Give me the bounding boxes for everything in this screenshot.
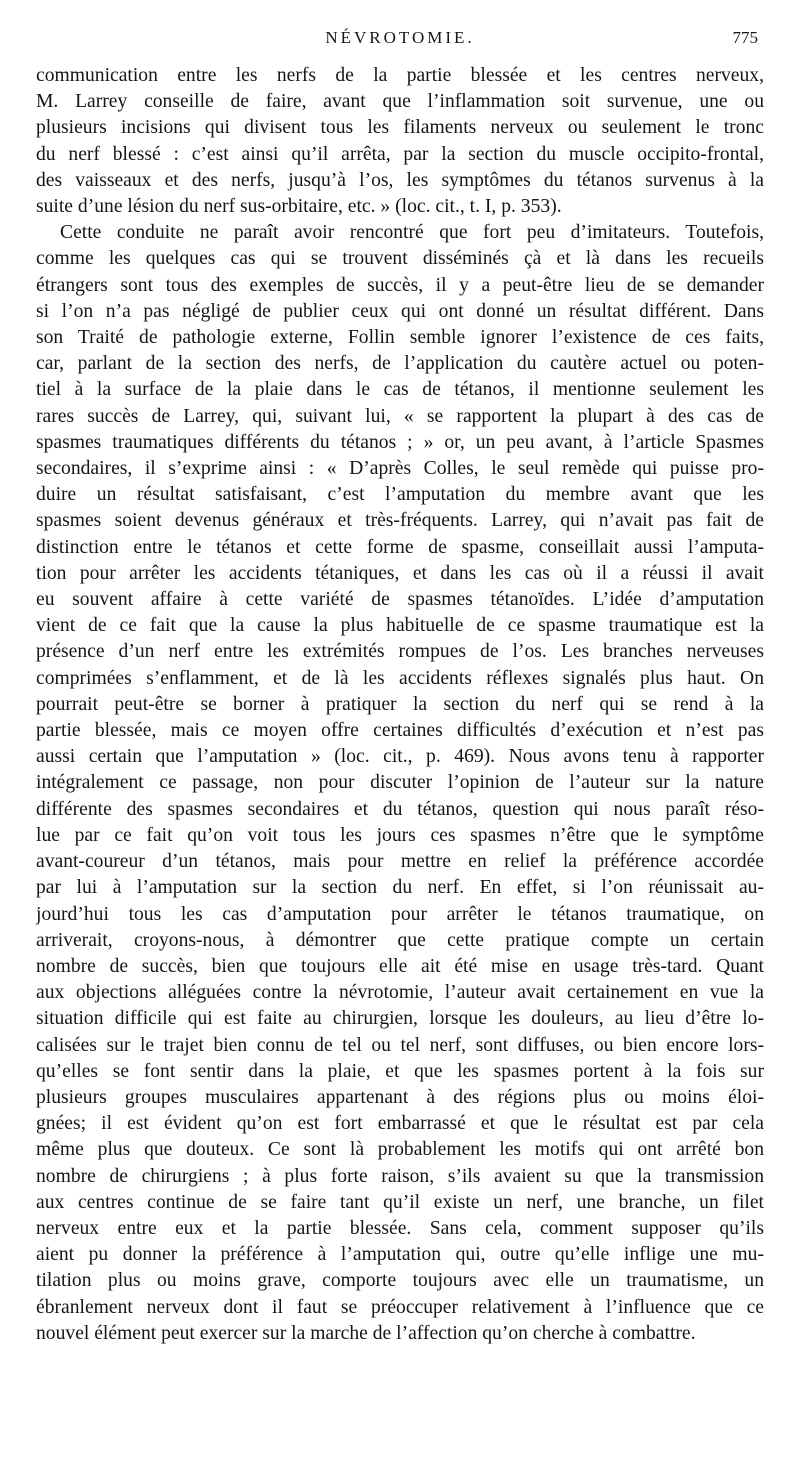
- text-line: eu souvent affaire à cette variété de spasmes tétanoïdes. L’idée d’amputation: [36, 589, 764, 611]
- text-line: présence d’un nerf entre les extrémités rompues de l’os. Les branches nerveuses: [36, 641, 764, 663]
- text-line: partie blessée, mais ce moyen offre certaines difficultés d’exécution et n’est pas: [36, 720, 764, 742]
- text-line: du nerf blessé : c’est ainsi qu’il arrêta, par la section du muscle occipito-frontal,: [36, 143, 764, 165]
- body-text: [36, 63, 764, 1347]
- text-line: nombre de succès, bien que toujours elle ait été mise en usage très-tard. Quant: [36, 955, 764, 977]
- text-line: nouvel élément peut exercer sur la marche de l’affection qu’on cherche à combattre.: [36, 1322, 696, 1344]
- text-line: rares succès de Larrey, qui, suivant lui, « se rapportent la plupart à des cas de: [36, 405, 764, 427]
- text-line: avant-coureur d’un tétanos, mais pour mettre en relief la préférence accordée: [36, 851, 764, 873]
- text-line: des vaisseaux et des nerfs, jusqu’à l’os, les symptômes du tétanos survenus à la: [36, 169, 764, 191]
- text-line: plusieurs incisions qui divisent tous les filaments nerveux ou seulement le tronc: [36, 117, 764, 139]
- text-line: situation difficile qui est faite au chirurgien, lorsque les douleurs, au lieu d’être lo-: [36, 1008, 764, 1030]
- text-line: nerveux entre eux et la partie blessée. Sans cela, comment supposer qu’ils: [36, 1217, 764, 1239]
- text-line: tiel à la surface de la plaie dans le cas de tétanos, il mentionne seulement les: [36, 379, 764, 401]
- text-line: vient de ce fait que la cause la plus habituelle de ce spasme traumatique est la: [36, 615, 764, 637]
- text-line: plusieurs groupes musculaires appartenant à des régions plus ou moins éloi-: [36, 1086, 764, 1108]
- text-line: spasmes traumatiques différents du tétanos ; » or, un peu avant, à l’article Spasmes: [36, 431, 764, 453]
- text-line: communication entre les nerfs de la partie blessée et les centres nerveux,: [36, 65, 764, 86]
- running-title: NÉVROTOMIE.: [325, 28, 475, 47]
- text-line: jourd’hui tous les cas d’amputation pour arrêter le tétanos traumatique, on: [36, 903, 764, 925]
- text-line: différente des spasmes secondaires et du tétanos, question qui nous paraît réso-: [36, 798, 764, 820]
- text-line: lue par ce fait qu’on voit tous les jours ces spasmes n’être que le symptôme: [36, 824, 764, 846]
- text-line: car, parlant de la section des nerfs, de l’application du cautère actuel ou poten-: [36, 353, 764, 375]
- text-line: comme les quelques cas qui se trouvent disséminés çà et là dans les recueils: [36, 248, 764, 270]
- text-line: Cette conduite ne paraît avoir rencontré que fort peu d’imitateurs. Toutefois,: [60, 222, 764, 244]
- text-line: tilation plus ou moins grave, comporte toujours avec elle un traumatisme, un: [36, 1270, 764, 1292]
- text-line: calisées sur le trajet bien connu de tel ou tel nerf, sont diffuses, ou bien encore lors-: [36, 1034, 764, 1056]
- text-line: si l’on n’a pas négligé de publier ceux qui ont donné un résultat différent. Dans: [36, 300, 764, 322]
- page-number: 775: [732, 28, 758, 47]
- text-line: qu’elles se font sentir dans la plaie, et que les spasmes portent à la fois sur: [36, 1060, 764, 1082]
- text-line: secondaires, il s’exprime ainsi : « D’après Colles, le seul remède qui puisse pro-: [36, 458, 764, 480]
- text-line: même plus que douteux. Ce sont là probablement les motifs qui ont arrêté bon: [36, 1139, 764, 1161]
- text-line: tion pour arrêter les accidents tétaniques, et dans les cas où il a réussi il avait: [36, 562, 764, 584]
- text-line: suite d’une lésion du nerf sus-orbitaire, etc. » (loc. cit., t. I, p. 353).: [36, 196, 562, 218]
- running-head: [36, 28, 764, 52]
- text-line: comprimées s’enflamment, et de là les accidents réflexes signalés plus haut. On: [36, 667, 764, 689]
- text-line: spasmes soient devenus généraux et très-fréquents. Larrey, qui n’avait pas fait de: [36, 510, 764, 532]
- text-line: gnées; il est évident qu’on est fort embarrassé et que le résultat est par cela: [36, 1113, 764, 1135]
- text-line: ébranlement nerveux dont il faut se préoccuper relativement à l’influence que ce: [36, 1296, 764, 1318]
- text-line: intégralement ce passage, non pour discuter l’opinion de l’auteur sur la nature: [36, 772, 764, 794]
- text-line: son Traité de pathologie externe, Follin semble ignorer l’existence de ces faits,: [36, 327, 764, 349]
- text-line: aient pu donner la préférence à l’amputation qui, outre qu’elle inflige une mu-: [36, 1244, 764, 1266]
- text-line: duire un résultat satisfaisant, c’est l’amputation du membre avant que les: [36, 484, 764, 506]
- text-line: M. Larrey conseille de faire, avant que l’inflammation soit survenue, une ou: [36, 91, 764, 113]
- text-line: pourrait peut-être se borner à pratiquer la section du nerf qui se rend à la: [36, 693, 764, 715]
- text-line: distinction entre le tétanos et cette forme de spasme, conseillait aussi l’amputa-: [36, 536, 764, 558]
- text-line: aux centres continue de se faire tant qu’il existe un nerf, une branche, un filet: [36, 1191, 764, 1213]
- text-line: arriverait, croyons-nous, à démontrer que cette pratique compte un certain: [36, 929, 764, 951]
- text-line: étrangers sont tous des exemples de succès, il y a peut-être lieu de se demander: [36, 274, 764, 296]
- text-line: aussi certain que l’amputation » (loc. cit., p. 469). Nous avons tenu à rapporter: [36, 746, 764, 768]
- text-line: nombre de chirurgiens ; à plus forte raison, s’ils avaient su que la transmission: [36, 1165, 764, 1187]
- text-line: aux objections alléguées contre la névrotomie, l’auteur avait certainement en vue la: [36, 982, 764, 1004]
- text-line: par lui à l’amputation sur la section du nerf. En effet, si l’on réunissait au-: [36, 877, 764, 899]
